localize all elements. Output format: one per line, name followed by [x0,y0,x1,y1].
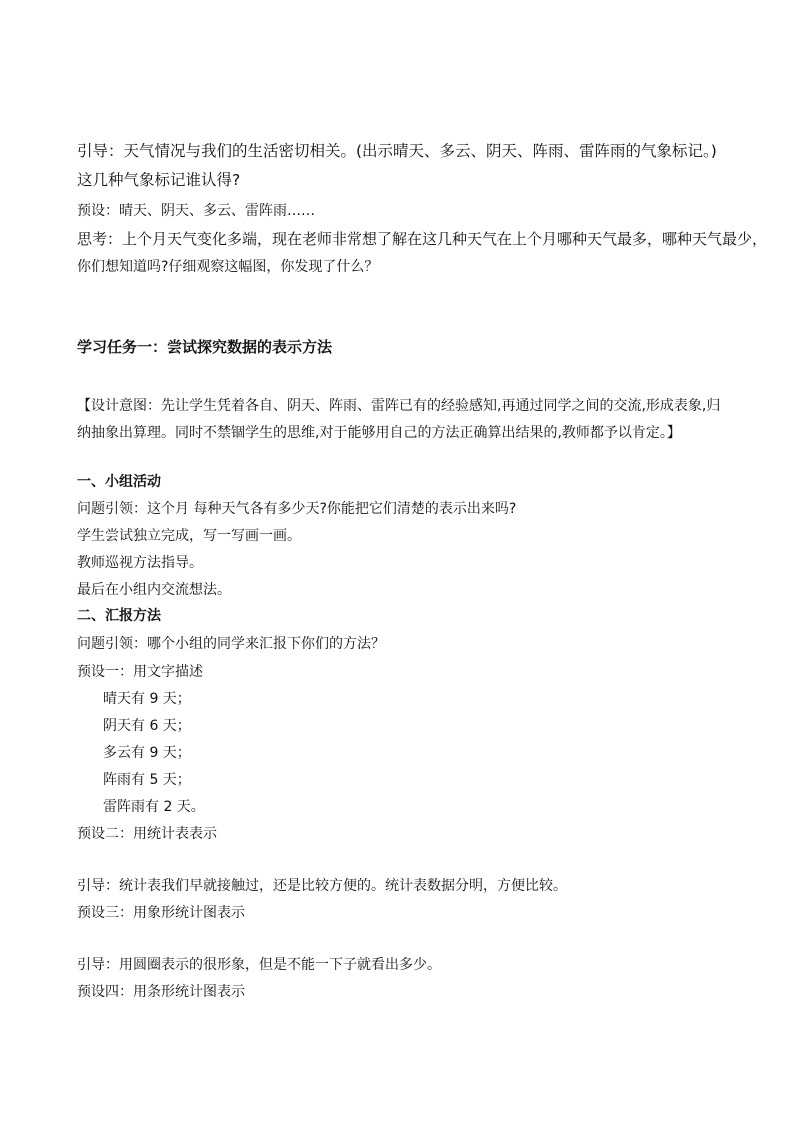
preset-4: 预设四：用条形统计图表示 [77,984,245,1000]
section-1-line-1: 学生尝试独立完成，写一写画一画。 [77,528,301,544]
task-heading: 学习任务一：尝试探究数据的表示方法 [77,338,333,356]
weather-count-shower: 阵雨有 5 天； [103,772,191,788]
design-intent-line-2: 纳抽象出算理。同时不禁锢学生的思维,对于能够用自己的方法正确算出结果的,教师都予以肯定。】 [77,425,681,441]
weather-count-cloudy: 多云有 9 天； [103,745,191,761]
intro-guide-line-2: 这几种气象标记谁认得? [77,171,241,189]
guide-2: 引导：统计表我们早就接触过，还是比较方便的。统计表数据分明，方便比较。 [77,878,567,894]
design-intent-line-1: 【设计意图：先让学生凭着各自、阴天、阵雨、雷阵已有的经验感知,再通过同学之间的交流,形成表象,归 [77,398,721,414]
section-1-line-2: 教师巡视方法指导。 [77,555,203,571]
preset-2: 预设二：用统计表表示 [77,826,217,842]
section-2-question: 问题引领：哪个小组的同学来汇报下你们的方法？ [77,636,385,652]
intro-think-line-2: 你们想知道吗?仔细观察这幅图，你发现了什么？ [77,259,379,275]
preset-3: 预设三：用象形统计图表示 [77,905,245,921]
weather-count-sunny: 晴天有 9 天； [103,691,191,707]
section-1-question: 问题引领：这个月 每种天气各有多少天?你能把它们清楚的表示出来吗? [77,501,517,517]
section-1-title: 一、小组活动 [77,474,161,490]
weather-count-overcast: 阴天有 6 天； [103,718,191,734]
intro-preset: 预设：晴天、阴天、多云、雷阵雨…… [77,203,315,219]
intro-think-line-1: 思考：上个月天气变化多端，现在老师非常想了解在这几种天气在上个月哪种天气最多，哪种天气最少， [77,230,768,248]
section-1-line-3: 最后在小组内交流想法。 [77,582,231,598]
intro-guide-line-1: 引导：天气情况与我们的生活密切相关。(出示晴天、多云、阴天、阵雨、雷阵雨的气象标记。) [77,142,717,160]
weather-count-thunderstorm: 雷阵雨有 2 天。 [103,799,205,815]
guide-3: 引导：用圆圈表示的很形象，但是不能一下子就看出多少。 [77,957,441,973]
preset-1: 预设一：用文字描述 [77,664,203,680]
section-2-title: 二、汇报方法 [77,608,161,624]
